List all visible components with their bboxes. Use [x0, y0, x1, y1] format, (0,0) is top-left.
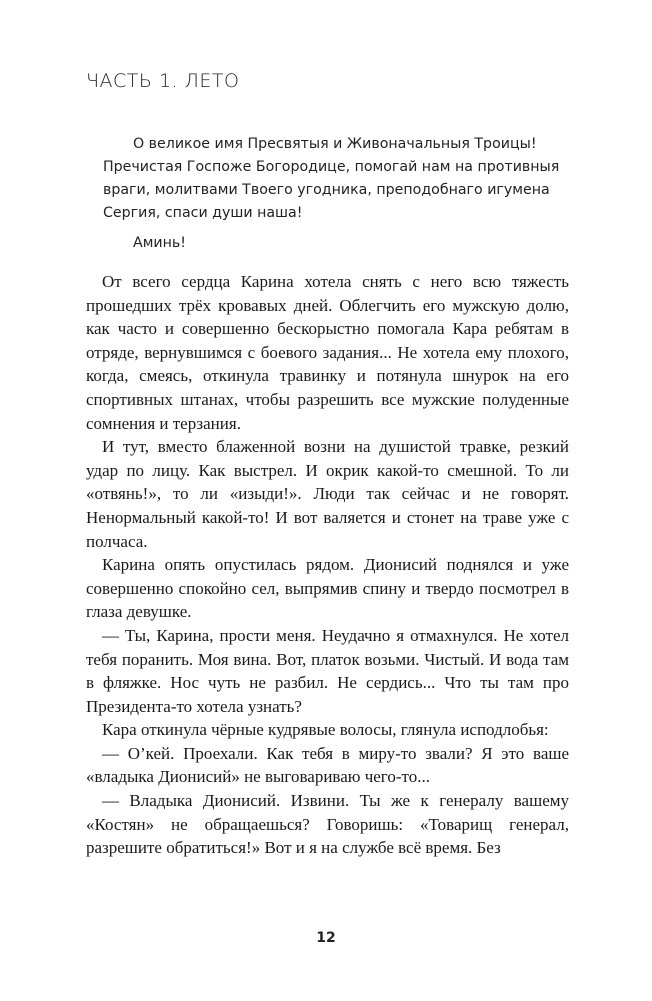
- chapter-title: ЧАСТЬ 1. ЛЕТО: [86, 70, 240, 92]
- paragraph: — Ты, Карина, прости меня. Неудачно я отмахнулся. Не хотел тебя поранить. Моя вина. Вот, платок возьми. Чистый. И вода там в фляжке. Нос чуть не разбил. Не сердись... Что ты там про Президента-то хотела узнать?: [86, 625, 569, 716]
- paragraph: Кара откинула чёрные кудрявые волосы, глянула исподлобья:: [102, 720, 549, 740]
- body-text: [86, 270, 569, 860]
- paragraph: — Владыка Дионисий. Извини. Ты же к генералу вашему «Костян» не обращаешься? Говоришь: «Товарищ генерал, разрешите обратиться!» Вот и я на службе всё время. Без: [86, 791, 569, 858]
- prayer-block: [103, 133, 581, 255]
- paragraph: И тут, вместо блаженной возни на душистой травке, резкий удар по лицу. Как выстрел. И окрик какой-то смешной. То ли «отвянь!», то ли «изыди!». Люди так сейчас и не говорят. Ненормальный какой-то! И вот валяется и стонет на траве уже с полчаса.: [86, 437, 569, 551]
- paragraph: — О’кей. Проехали. Как тебя в миру-то звали? Я это ваше «владыка Дионисий» не выговариваю чего-то...: [86, 743, 569, 787]
- paragraph: Карина опять опустилась рядом. Дионисий поднялся и уже совершенно спокойно сел, выпрямив спину и твердо посмотрел в глаза девушке.: [86, 555, 569, 622]
- paragraph: От всего сердца Карина хотела снять с него всю тяжесть прошедших трёх кровавых дней. Облегчить его мужскую долю, как часто и совершенно бескорыстно помогала Кара ребятам в отряде, вернувшимся с боевого задания... Не хотела ему плохого, когда, смеясь, откинула травинку и потянула шнурок на его спортивных штанах, чтобы разрешить все мужские полуденные сомнения и терзания.: [86, 272, 569, 433]
- prayer-amen: Аминь!: [133, 235, 186, 251]
- page-number: 12: [316, 930, 336, 946]
- prayer-text: О великое имя Пресвятыя и Живоначальныя Троицы! Пречистая Госпоже Богородице, помогай нам на противныя враги, молитвами Твоего угодника, преподобнаго игумена Сергия, спаси души наша!: [103, 136, 560, 221]
